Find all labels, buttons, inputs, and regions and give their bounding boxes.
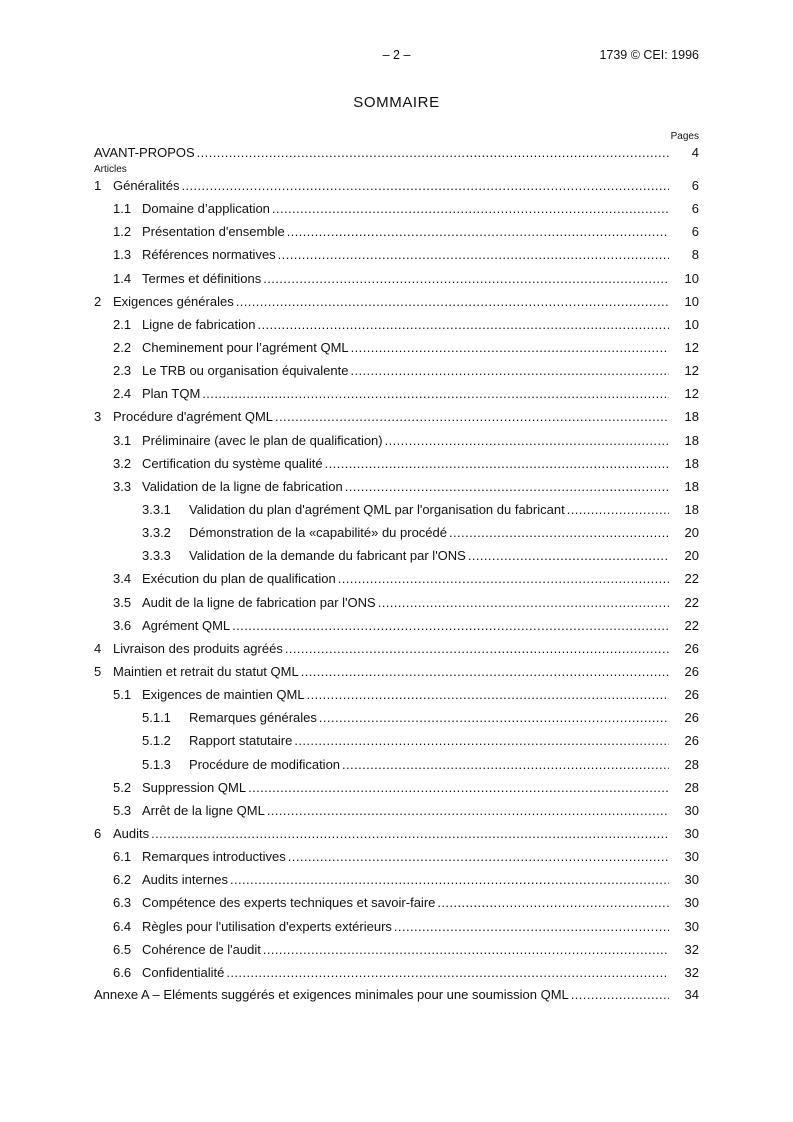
toc-entry[interactable] <box>94 271 699 294</box>
toc-entry-title: Agrément QML <box>142 617 231 633</box>
toc-entry[interactable] <box>94 595 699 618</box>
toc-entry[interactable] <box>94 571 699 594</box>
toc-entry-number: 3.3.2 <box>142 525 171 541</box>
toc-entry-title: Plan TQM <box>142 386 201 402</box>
toc-entry-number: 6.6 <box>113 964 132 980</box>
pages-column-label: Pages <box>670 131 699 142</box>
dot-leader <box>567 502 669 517</box>
toc-entry-page: 30 <box>684 918 699 934</box>
toc-entry[interactable] <box>94 733 699 756</box>
toc-entry-page: 18 <box>684 432 699 448</box>
dot-leader <box>267 803 669 818</box>
toc-entry[interactable] <box>94 247 699 270</box>
toc-entry-page: 6 <box>691 178 699 193</box>
dot-leader <box>351 340 669 355</box>
dot-leader <box>385 433 669 448</box>
toc-entry[interactable] <box>94 525 699 548</box>
toc-entry-page: 18 <box>684 501 699 517</box>
toc-entry-page: 22 <box>684 617 699 633</box>
toc-entry-title: Exigences générales <box>113 293 234 309</box>
toc-entry-page: 28 <box>684 756 699 772</box>
dot-leader <box>394 919 669 934</box>
toc-entry-page: 32 <box>684 941 699 957</box>
toc-entry-page: 26 <box>684 640 699 656</box>
toc-entry-title: Rapport statutaire <box>189 733 293 749</box>
toc-entry-title: Maintien et retrait du statut QML <box>113 663 299 679</box>
toc-entry-page: 22 <box>684 571 699 587</box>
toc-entry-page: 20 <box>684 548 699 564</box>
dot-leader <box>378 595 669 610</box>
toc-entry-number: 1.2 <box>113 224 132 240</box>
toc-entry-number: 3 <box>94 409 102 425</box>
toc-entry-page: 26 <box>684 710 699 726</box>
toc-entry-number: 2 <box>94 293 102 309</box>
dot-leader <box>275 409 669 424</box>
dot-leader <box>345 479 669 494</box>
toc-entry-page: 20 <box>684 525 699 541</box>
dot-leader <box>181 178 669 193</box>
dot-leader <box>278 247 669 262</box>
toc-entry-page: 6 <box>691 201 699 217</box>
toc-entry-page: 34 <box>684 987 699 1002</box>
toc-entry-number: 3.4 <box>113 571 132 587</box>
toc-entry-avant-propos[interactable] <box>94 145 699 168</box>
toc-entry[interactable] <box>94 710 699 733</box>
toc-entry-number: 6.4 <box>113 918 132 934</box>
toc-entry[interactable] <box>94 456 699 479</box>
toc-entry-title: Exigences de maintien QML <box>142 687 305 703</box>
dot-leader <box>325 456 669 471</box>
toc-entry-annex-a[interactable] <box>94 987 699 1010</box>
dot-leader <box>294 733 669 748</box>
toc-entry-number: 5.2 <box>113 779 132 795</box>
toc-entry-number: 3.5 <box>113 594 132 610</box>
toc-entry-title: Procédure de modification <box>189 756 341 772</box>
toc-entry-page: 12 <box>684 339 699 355</box>
toc-entry-title: Généralités <box>113 178 180 193</box>
toc-entry-title: Ligne de fabrication <box>142 316 256 332</box>
toc-entry[interactable] <box>94 479 699 502</box>
toc-entry[interactable] <box>94 363 699 386</box>
toc-entry-page: 18 <box>684 455 699 471</box>
toc-entry-page: 18 <box>684 478 699 494</box>
dot-leader <box>449 525 669 540</box>
toc-entry-page: 22 <box>684 594 699 610</box>
dot-leader <box>468 548 669 563</box>
toc-entry[interactable] <box>94 317 699 340</box>
toc-entry-title: Cohérence de l'audit <box>142 941 261 957</box>
toc-entry[interactable] <box>94 780 699 803</box>
toc-entry-page: 18 <box>684 409 699 425</box>
toc-entry-title: Livraison des produits agréés <box>113 640 283 656</box>
toc-entry[interactable] <box>94 687 699 710</box>
toc-entry-page: 26 <box>684 687 699 703</box>
dot-leader <box>338 571 669 586</box>
toc-entry-title: Le TRB ou organisation équivalente <box>142 363 349 379</box>
toc-entry-page: 30 <box>684 849 699 865</box>
toc-entry-title: Remarques générales <box>189 710 317 726</box>
toc-entry-title: Validation du plan d'agrément QML par l'organisation du fabricant <box>189 501 565 517</box>
toc-entry-title: Validation de la ligne de fabrication <box>142 478 343 494</box>
toc-entry-title: Annexe A – Eléments suggérés et exigences minimales pour une soumission QML <box>94 987 569 1002</box>
toc-entry-title: Audits <box>113 825 150 841</box>
toc-entry-title: Domaine d’application <box>142 201 270 217</box>
toc-entry-title: Audits internes <box>142 872 228 888</box>
toc-entry-number: 6.1 <box>113 849 132 865</box>
toc-entry-page: 30 <box>684 825 699 841</box>
dot-leader <box>151 826 669 841</box>
dot-leader <box>226 965 669 980</box>
toc-entry-page: 26 <box>684 733 699 749</box>
page-title: SOMMAIRE <box>353 94 440 111</box>
toc-entry-number: 6 <box>94 825 102 841</box>
toc-entry[interactable] <box>94 803 699 826</box>
toc-entry-page: 12 <box>684 363 699 379</box>
toc-entry-title: Audit de la ligne de fabrication par l'ONS <box>142 594 376 610</box>
toc-entry-title: Suppression QML <box>142 779 247 795</box>
toc-entry-title: Certification du système qualité <box>142 455 323 471</box>
dot-leader <box>437 895 669 910</box>
toc-entry[interactable] <box>94 849 699 872</box>
toc-entry-number: 3.1 <box>113 432 132 448</box>
dot-leader <box>319 710 669 725</box>
toc-entry-number: 3.3 <box>113 478 132 494</box>
dot-leader <box>263 942 669 957</box>
toc-entry-number: 3.3.3 <box>142 548 171 564</box>
dot-leader <box>287 224 669 239</box>
toc-entry[interactable] <box>94 340 699 363</box>
toc-entry-number: 2.4 <box>113 386 132 402</box>
toc-entry-number: 5.3 <box>113 802 132 818</box>
toc-entry-title: Références normatives <box>142 247 276 263</box>
toc-entry[interactable] <box>94 895 699 918</box>
toc-entry-number: 1.3 <box>113 247 132 263</box>
toc-entry-number: 5.1.3 <box>142 756 171 772</box>
dot-leader <box>285 641 669 656</box>
dot-leader <box>288 849 669 864</box>
toc-entry-number: 6.2 <box>113 872 132 888</box>
table-of-contents <box>94 178 699 988</box>
dot-leader <box>248 780 669 795</box>
toc-entry-title: Validation de la demande du fabricant par l'ONS <box>189 548 466 564</box>
toc-entry[interactable] <box>94 664 699 687</box>
dot-leader <box>272 201 669 216</box>
dot-leader <box>202 386 669 401</box>
toc-entry-number: 5.1.2 <box>142 733 171 749</box>
toc-entry-title: Présentation d'ensemble <box>142 224 285 240</box>
toc-entry-page: 10 <box>684 270 699 286</box>
dot-leader <box>230 872 669 887</box>
toc-entry-title: Remarques introductives <box>142 849 286 865</box>
toc-entry-number: 5.1.1 <box>142 710 171 726</box>
dot-leader <box>236 294 669 309</box>
toc-entry-title: Procédure d'agrément QML <box>113 409 274 425</box>
toc-entry-number: 6.5 <box>113 941 132 957</box>
toc-entry-number: 4 <box>94 640 102 656</box>
toc-entry-page: 30 <box>684 895 699 911</box>
toc-entry-number: 3.2 <box>113 455 132 471</box>
page-number: – 2 – <box>382 48 411 62</box>
toc-entry-number: 1.1 <box>113 201 132 217</box>
dot-leader <box>301 664 669 679</box>
toc-entry-number: 2.2 <box>113 339 132 355</box>
toc-entry[interactable] <box>94 942 699 965</box>
toc-entry[interactable] <box>94 224 699 247</box>
toc-entry-page: 30 <box>684 872 699 888</box>
dot-leader <box>257 317 669 332</box>
toc-entry[interactable] <box>94 294 699 317</box>
toc-entry-page: 30 <box>684 802 699 818</box>
toc-entry-page: 26 <box>684 663 699 679</box>
dot-leader <box>342 757 669 772</box>
toc-entry[interactable] <box>94 872 699 895</box>
toc-entry[interactable] <box>94 919 699 942</box>
toc-entry-number: 3.6 <box>113 617 132 633</box>
toc-entry-number: 3.3.1 <box>142 501 171 517</box>
toc-entry-page: 12 <box>684 386 699 402</box>
toc-entry-title: Cheminement pour l’agrément QML <box>142 339 349 355</box>
toc-entry[interactable] <box>94 548 699 571</box>
dot-leader <box>571 987 669 1002</box>
dot-leader <box>263 271 669 286</box>
toc-entry-page: 32 <box>684 964 699 980</box>
toc-entry-page: 28 <box>684 779 699 795</box>
toc-entry-number: 5 <box>94 663 102 679</box>
document-reference: 1739 © CEI: 1996 <box>599 48 699 62</box>
dot-leader <box>307 687 669 702</box>
toc-entry[interactable] <box>94 641 699 664</box>
toc-entry[interactable] <box>94 502 699 525</box>
toc-entry[interactable] <box>94 409 699 432</box>
toc-entry-number: 2.1 <box>113 316 132 332</box>
toc-entry[interactable] <box>94 386 699 409</box>
toc-entry[interactable] <box>94 618 699 641</box>
dot-leader <box>197 145 669 160</box>
toc-entry-title: Préliminaire (avec le plan de qualification) <box>142 432 383 448</box>
toc-entry-number: 1 <box>94 178 102 193</box>
toc-entry[interactable] <box>94 178 699 201</box>
toc-entry-number: 1.4 <box>113 270 132 286</box>
toc-entry-number: 5.1 <box>113 687 132 703</box>
toc-entry-page: 8 <box>691 247 699 263</box>
toc-entry-number: 2.3 <box>113 363 132 379</box>
toc-entry[interactable] <box>94 965 699 988</box>
toc-entry-title: Exécution du plan de qualification <box>142 571 336 587</box>
toc-entry[interactable] <box>94 757 699 780</box>
toc-entry-page: 10 <box>684 316 699 332</box>
toc-entry-title: Compétence des experts techniques et savoir-faire <box>142 895 436 911</box>
toc-entry-title: Règles pour l'utilisation d'experts extérieurs <box>142 918 392 934</box>
toc-entry-title: Termes et définitions <box>142 270 262 286</box>
toc-entry-number: 6.3 <box>113 895 132 911</box>
toc-entry-page: 10 <box>684 293 699 309</box>
toc-entry[interactable] <box>94 433 699 456</box>
toc-entry-title: Confidentialité <box>142 964 225 980</box>
toc-entry-title: Démonstration de la «capabilité» du procédé <box>189 525 448 541</box>
dot-leader <box>350 363 669 378</box>
toc-entry[interactable] <box>94 201 699 224</box>
dot-leader <box>232 618 669 633</box>
toc-entry-title: AVANT-PROPOS <box>94 145 195 160</box>
toc-entry-page: 6 <box>691 224 699 240</box>
toc-entry[interactable] <box>94 826 699 849</box>
articles-label: Articles <box>94 164 127 175</box>
toc-entry-title: Arrêt de la ligne QML <box>142 802 265 818</box>
toc-entry-page: 4 <box>691 145 699 160</box>
